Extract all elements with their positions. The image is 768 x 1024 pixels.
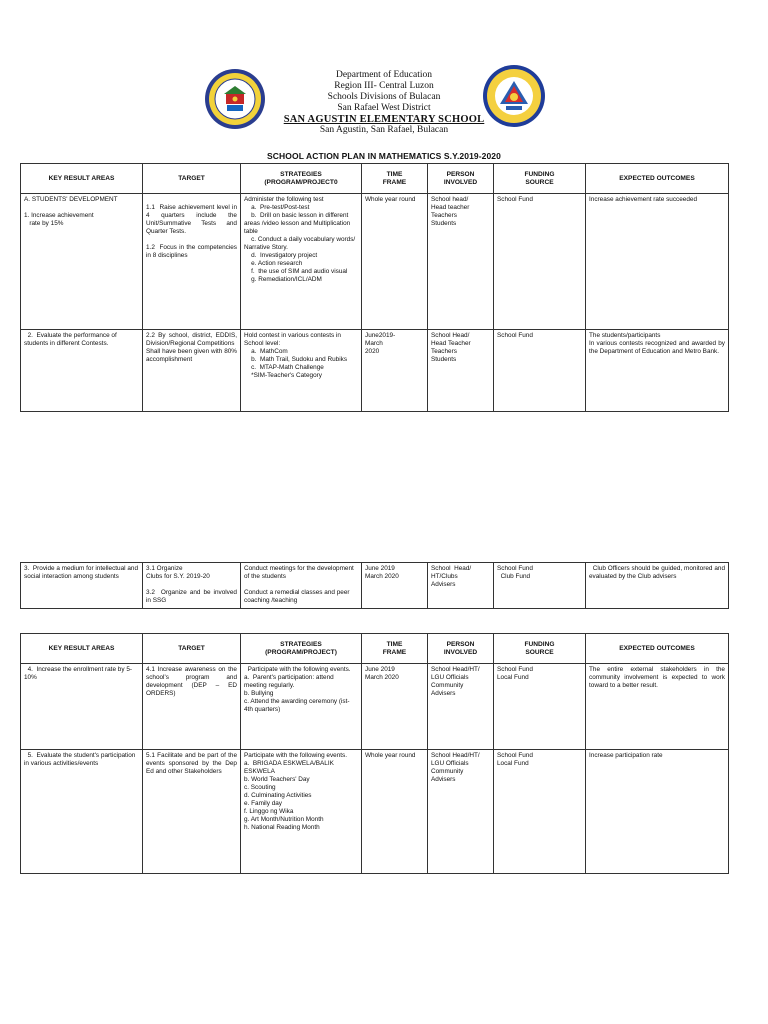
person-involved-cell (428, 563, 494, 609)
person-involved-cell (428, 664, 494, 750)
cell-text: Shall have been given with 80% accomplishment (146, 348, 239, 363)
cell-text: Administer the following test (244, 196, 324, 203)
cell-text: Teachers (431, 348, 457, 355)
key-result-area-cell (21, 330, 143, 412)
time-frame-cell (362, 750, 428, 874)
cell-text: Head Teacher (431, 340, 471, 347)
time-frame-cell (362, 194, 428, 330)
letterhead (0, 70, 768, 136)
cell-text: Club Fund (497, 573, 531, 580)
table-row (21, 563, 729, 609)
column-header: STRATEGIES (PROGRAM/PROJECT0 (241, 164, 362, 194)
strategies-cell (241, 750, 362, 874)
cell-text: Students (431, 220, 457, 227)
cell-text: HT/Clubs (431, 573, 458, 580)
cell-text: LGU Officials (431, 760, 469, 767)
cell-text (24, 204, 139, 212)
cell-text: 3.2 Organize and be involved in SSG (146, 589, 239, 604)
time-frame-cell (362, 563, 428, 609)
cell-text: 2. Evaluate the performance of students in different Contests. (24, 332, 119, 347)
funding-source-cell (494, 330, 586, 412)
cell-text: 1.2 Focus in the competencies in 8 disciplines (146, 244, 239, 259)
cell-text: June 2019 (365, 666, 395, 673)
cell-text: In various contests recognized and awarded by the Department of Education and Metro Bank. (589, 340, 727, 355)
cell-text: 2020 (365, 348, 380, 355)
cell-text: Community (431, 682, 464, 689)
person-involved-cell (428, 330, 494, 412)
column-header: FUNDING SOURCE (494, 164, 586, 194)
column-header: STRATEGIES (PROGRAM/PROJECT) (241, 634, 362, 664)
key-result-area-cell (21, 563, 143, 609)
cell-text: The entire external stakeholders in the community involvement is expected to work toward to a better result. (589, 666, 727, 689)
cell-text: School Fund (497, 332, 533, 339)
column-header: TARGET (143, 164, 241, 194)
cell-text: Whole year round (365, 196, 416, 203)
funding-source-cell (494, 750, 586, 874)
cell-text: Clubs for S.Y. 2019-20 (146, 573, 210, 580)
cell-text: a. MathCom (244, 348, 288, 355)
column-header: KEY RESULT AREAS (21, 164, 143, 194)
cell-text: b. Math Trail, Sudoku and Rubiks (244, 356, 348, 363)
strategies-cell (241, 664, 362, 750)
cell-text: rate by 15% (24, 220, 64, 227)
letterhead-line: Region III- Central Luzon (334, 81, 434, 91)
cell-text: c. Scouting (244, 784, 276, 791)
cell-text: Local Fund (497, 674, 529, 681)
key-result-area-cell (21, 750, 143, 874)
cell-text: Club Officers should be guided, monitored and evaluated by the Club advisers (589, 565, 727, 580)
document-title: SCHOOL ACTION PLAN IN MATHEMATICS S.Y.2019-2020 (267, 151, 501, 161)
cell-text: *SIM-Teacher's Category (244, 372, 322, 379)
target-cell (143, 330, 241, 412)
cell-text: 5. Evaluate the student's participation in various activities/events (24, 752, 138, 767)
cell-text: g. Remediation/ICL/ADM (244, 276, 322, 283)
cell-text: School Head/HT/ (431, 666, 480, 673)
cell-text: March 2020 (365, 674, 399, 681)
cell-text: 4.1 Increase awareness on the school's program and development (DEP – ED ORDERS) (146, 666, 239, 697)
cell-text (146, 236, 237, 244)
column-header: PERSON INVOLVED (428, 634, 494, 664)
cell-text: Teachers (431, 212, 457, 219)
cell-text (244, 581, 358, 589)
cell-text (146, 581, 237, 589)
table-row (21, 750, 729, 874)
cell-text: Hold contest in various contests in School level: (244, 332, 343, 347)
cell-text: Head teacher (431, 204, 470, 211)
table-header-row (21, 634, 729, 664)
table-row (21, 664, 729, 750)
expected-outcome-cell (586, 664, 729, 750)
funding-source-cell (494, 664, 586, 750)
expected-outcome-cell (586, 330, 729, 412)
column-header: TIME FRAME (362, 634, 428, 664)
cell-text: School head/ (431, 196, 469, 203)
letterhead-line: Schools Divisions of Bulacan (327, 92, 441, 102)
cell-text: School Fund (497, 752, 533, 759)
cell-text: A. STUDENTS' DEVELOPMENT (24, 196, 118, 203)
cell-text: 1. Increase achievement (24, 212, 94, 219)
person-involved-cell (428, 194, 494, 330)
expected-outcome-cell (586, 194, 729, 330)
target-cell (143, 563, 241, 609)
cell-text: 2.2 By school, district, EDDIS, Division/Regional Competitions (146, 332, 239, 347)
cell-text: School Fund (497, 196, 533, 203)
table-row (21, 330, 729, 412)
column-header: FUNDING SOURCE (494, 634, 586, 664)
cell-text: School Head/ (431, 332, 470, 339)
cell-text: Participate with the following events. (244, 752, 348, 759)
cell-text: b. Bullying (244, 690, 274, 697)
cell-text: c. Conduct a daily vocabulary words/ Narrative Story. (244, 236, 357, 251)
column-header: KEY RESULT AREAS (21, 634, 143, 664)
strategies-cell (241, 563, 362, 609)
cell-text: June 2019 (365, 565, 395, 572)
cell-text: c. Attend the awarding ceremony (ist-4th quarters) (244, 698, 350, 713)
cell-text: June2019- (365, 332, 396, 339)
action-plan-table-3 (20, 633, 729, 874)
cell-text: g. Art Month/Nutrition Month (244, 816, 324, 823)
cell-text: School Fund (497, 666, 533, 673)
cell-text: 4. Increase the enrollment rate by 5-10% (24, 666, 132, 681)
cell-text: 3. Provide a medium for intellectual and social interaction among students (24, 565, 140, 580)
column-header: EXPECTED OUTCOMES (586, 634, 729, 664)
strategies-cell (241, 194, 362, 330)
cell-text: b. World Teachers' Day (244, 776, 310, 783)
cell-text: March 2020 (365, 573, 399, 580)
cell-text: Increase participation rate (589, 752, 663, 759)
cell-text: b. Drill on basic lesson in different areas /video lesson and Multiplication table (244, 212, 352, 235)
target-cell (143, 750, 241, 874)
cell-text: School Head/HT/ (431, 752, 480, 759)
expected-outcome-cell (586, 750, 729, 874)
cell-text: Students (431, 356, 457, 363)
cell-text: a. Pre-test/Post-test (244, 204, 310, 211)
table-header-row (21, 164, 729, 194)
cell-text: d. Investigatory project (244, 252, 318, 259)
cell-text: School Fund (497, 565, 533, 572)
expected-outcome-cell (586, 563, 729, 609)
column-header: PERSON INVOLVED (428, 164, 494, 194)
strategies-cell (241, 330, 362, 412)
letterhead-line: Department of Education (335, 70, 433, 80)
action-plan-table-2 (20, 562, 729, 609)
cell-text: Advisers (431, 776, 456, 783)
cell-text: d. Culminating Activities (244, 792, 312, 799)
cell-text: e. Family day (244, 800, 283, 807)
cell-text: LGU Officials (431, 674, 469, 681)
school-name: SAN AGUSTIN ELEMENTARY SCHOOL (283, 114, 485, 125)
cell-text: f. Linggo ng Wika (244, 808, 294, 815)
cell-text: Whole year round (365, 752, 416, 759)
cell-text: c. MTAP-Math Challenge (244, 364, 324, 371)
cell-text: Conduct meetings for the development of the students (244, 565, 356, 580)
cell-text: a. BRIGADA ESKWELA/BALIK ESKWELA (244, 760, 336, 775)
key-result-area-cell (21, 664, 143, 750)
cell-text: f. the use of SIM and audio visual (244, 268, 348, 275)
cell-text: 5.1 Facilitate and be part of the events sponsored by the Dep Ed and other Stakeholders (146, 752, 239, 775)
cell-text: Local Fund (497, 760, 529, 767)
column-header: TARGET (143, 634, 241, 664)
cell-text: Community (431, 768, 464, 775)
funding-source-cell (494, 563, 586, 609)
funding-source-cell (494, 194, 586, 330)
time-frame-cell (362, 664, 428, 750)
cell-text: Advisers (431, 690, 456, 697)
column-header: TIME FRAME (362, 164, 428, 194)
cell-text: 1.1 Raise achievement level in 4 quarters include the Unit/Summative Tests and Quarter Tests. (146, 204, 239, 235)
column-header: EXPECTED OUTCOMES (586, 164, 729, 194)
target-cell (143, 664, 241, 750)
action-plan-table-1 (20, 163, 729, 412)
cell-text: e. Action research (244, 260, 303, 267)
time-frame-cell (362, 330, 428, 412)
cell-text: Increase achievement rate succeeded (589, 196, 697, 203)
key-result-area-cell (21, 194, 143, 330)
person-involved-cell (428, 750, 494, 874)
target-cell (143, 194, 241, 330)
cell-text: a. Parent's participation: attend meeting regularly. (244, 674, 336, 689)
cell-text: Advisers (431, 581, 456, 588)
school-address: San Agustin, San Rafael, Bulacan (319, 125, 449, 135)
cell-text: Participate with the following events. (244, 666, 351, 673)
cell-text: h. National Reading Month (244, 824, 320, 831)
cell-text: 3.1 Organize (146, 565, 183, 572)
cell-text: Conduct a remedial classes and peer coaching /teaching (244, 589, 352, 604)
cell-text: School Head/ (431, 565, 472, 572)
letterhead-line: San Rafael West District (337, 103, 431, 113)
table-row (21, 194, 729, 330)
cell-text: The students/participants (589, 332, 661, 339)
cell-text: March (365, 340, 383, 347)
cell-text (146, 196, 237, 204)
